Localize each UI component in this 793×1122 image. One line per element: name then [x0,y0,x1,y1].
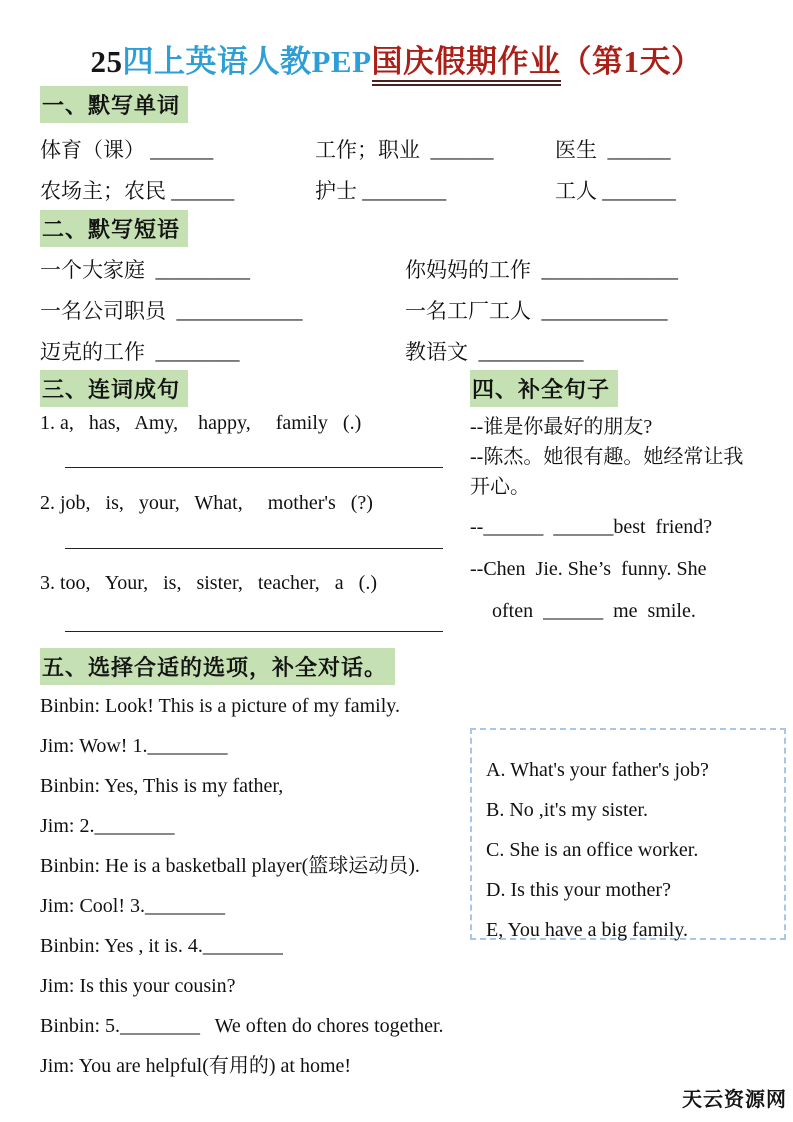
dialogue-line: Jim: Cool! 3.________ [40,895,226,917]
answer-line [65,467,443,468]
title-day: （第1天） [560,44,703,79]
section5-heading: 五、选择合适的选项，补全对话。 [40,648,395,685]
sentence-line: 开心。 [470,476,530,498]
phrase-item: 一名公司职员 ____________ [40,299,303,323]
section4-content [470,412,788,626]
dialogue-line: Jim: 2.________ [40,815,175,837]
answer-line [65,631,443,632]
word-item: 护士 ________ [315,178,447,203]
title-course: 四上英语人教PEP [122,44,372,79]
dialogue-line: Binbin: Look! This is a picture of my family. [40,695,400,717]
section4-heading: 四、补全句子 [470,370,618,407]
title-year: 25 [90,44,123,79]
word-item: 医生 ______ [555,137,671,162]
options-box [470,728,786,940]
scramble-item: 3. too, Your, is, sister, teacher, a (.) [40,572,377,594]
sentence-line: --______ ______best friend? [470,516,713,538]
word-item: 工作；职业 ______ [315,137,494,162]
dialogue-line: Binbin: 5.________ We often do chores together. [40,1015,444,1037]
page-title [0,36,793,81]
word-item: 农场主；农民 ______ [40,178,235,203]
section1-word-grid [40,128,760,210]
scramble-item: 2. job, is, your, What, mother's (?) [40,492,373,514]
dialogue-line: Jim: Wow! 1.________ [40,735,228,757]
phrase-item: 一名工厂工人 ____________ [405,299,668,323]
option-item: A. What's your father's job? [486,759,709,781]
phrase-item: 迈克的工作 ________ [40,340,240,364]
dialogue-line: Jim: You are helpful(有用的) at home! [40,1055,352,1077]
section3-heading: 三、连词成句 [40,370,188,407]
section2-right-column [405,250,785,373]
word-item: 体育（课） ______ [40,137,214,162]
site-watermark: 天云资源网 [682,1087,787,1111]
phrase-item: 教语文 __________ [405,340,584,364]
section2-left-column [40,250,400,373]
scramble-item: 1. a, has, Amy, happy, family (.) [40,412,362,434]
sentence-line: --Chen Jie. She’s funny. She [470,558,707,580]
sentence-line: --谁是你最好的朋友? [470,416,653,438]
phrase-item: 你妈妈的工作 _____________ [405,258,678,282]
section2-heading: 二、默写短语 [40,210,188,247]
answer-line [65,548,443,549]
section1-heading: 一、默写单词 [40,86,188,123]
sentence-line: --陈杰。她很有趣。她经常让我 [470,446,744,468]
sentence-line: often ______ me smile. [492,600,696,622]
dialogue-line: Binbin: He is a basketball player(篮球运动员). [40,855,420,877]
dialogue-line: Binbin: Yes, This is my father, [40,775,284,797]
word-item: 工人 _______ [555,178,676,203]
option-item: C. She is an office worker. [486,839,699,861]
section5-dialogue [40,692,510,1092]
option-item: B. No ,it's my sister. [486,799,648,821]
title-holiday-homework: 国庆假期作业 [372,44,561,86]
dialogue-line: Binbin: Yes , it is. 4.________ [40,935,283,957]
dialogue-line: Jim: Is this your cousin? [40,975,236,997]
phrase-item: 一个大家庭 _________ [40,258,250,282]
option-item: E, You have a big family. [486,919,689,941]
option-item: D. Is this your mother? [486,879,671,901]
